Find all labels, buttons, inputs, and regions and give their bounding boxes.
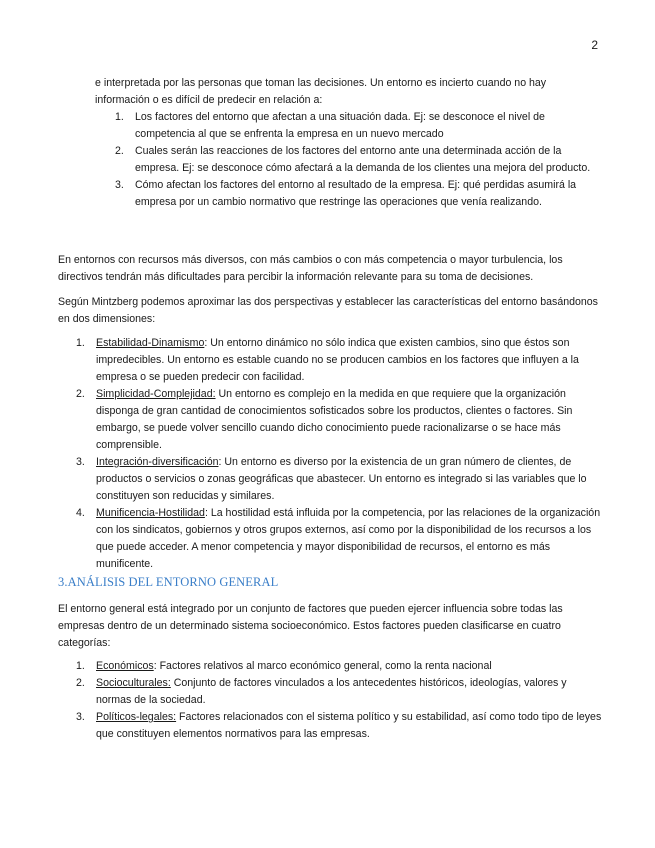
item-text: : Un entorno dinámico no sólo indica que existen cambios, sino que éstos son impredecibles. Un entorno es estable cuando no se producen cambios en los factores que influyen a la empresa o se pueden predecir con facilidad.	[96, 337, 579, 383]
item-number: 4.	[76, 507, 85, 519]
item-number: 1.	[76, 337, 85, 349]
item-term: Simplicidad-Complejidad:	[96, 388, 216, 400]
intro-paragraph: e interpretada por las personas que toman las decisiones. Un entorno es incierto cuando no hay información o es difícil de predecir en relación a:	[95, 77, 547, 106]
item-number: 2.	[76, 677, 85, 689]
list-item	[76, 675, 603, 709]
item-term: Munificencia-Hostilidad	[96, 507, 205, 519]
general-factors-list	[76, 658, 603, 743]
item-text: Factores relacionados con el sistema político y su estabilidad, así como todo tipo de leyes que constituyen elementos normativos para las empresas.	[96, 711, 602, 740]
item-number: 1.	[76, 660, 85, 672]
list-item	[76, 505, 603, 573]
dimensions-list	[76, 335, 603, 573]
item-term: Estabilidad-Dinamismo	[96, 337, 205, 349]
item-number: 3.	[115, 179, 124, 191]
section-heading: 3.ANÁLISIS DEL ENTORNO GENERAL	[58, 575, 279, 589]
item-term: Socioculturales:	[96, 677, 171, 689]
page-number: 2	[591, 38, 598, 52]
list-item	[76, 658, 603, 675]
item-text: Cuales serán las reacciones de los factores del entorno ante una determinada acción de la empresa. Ej: se desconoce cómo afectará a la demanda de los clientes una mejora del producto.	[135, 145, 591, 174]
diverse-environments-paragraph: En entornos con recursos más diversos, con más cambios o con más competencia o mayor turbulencia, los directivos tendrán más dificultades para percibir la información relevante para su toma de decisiones.	[58, 254, 563, 283]
mintzberg-paragraph: Según Mintzberg podemos aproximar las dos perspectivas y establecer las características del entorno basándonos en dos dimensiones:	[58, 296, 598, 325]
item-text: : Factores relativos al marco económico general, como la renta nacional	[153, 660, 492, 672]
list-item	[76, 335, 603, 386]
list-item	[76, 709, 603, 743]
item-text: : Un entorno es diverso por la existencia de un gran número de clientes, de productos o servicios o zonas geográficas que abastecer. Un entorno es integrado si las variables que lo constituyen son reducidas y similares.	[96, 456, 587, 502]
list-item	[76, 454, 603, 505]
list-item	[76, 386, 603, 454]
list-item	[115, 143, 603, 177]
general-environment-paragraph: El entorno general está integrado por un conjunto de factores que pueden ejercer influencia sobre todas las empresas dentro de un determinado sistema socioeconómico. Estos factores pueden clasificarse en cuatro categorías:	[58, 603, 563, 649]
item-term: Integración-diversificación	[96, 456, 219, 468]
item-number: 1.	[115, 111, 124, 123]
item-text: Un entorno es complejo en la medida en que requiere que la organización disponga de gran cantidad de conocimientos sofisticados sobre los productos, clientes o factores. Sin embargo, se puede volver sencillo cuando dicho conocimiento puede racionalizarse o se hace más comprensible.	[96, 388, 573, 451]
item-number: 2.	[115, 145, 124, 157]
list-item	[115, 177, 603, 211]
item-number: 3.	[76, 456, 85, 468]
list-item	[115, 109, 603, 143]
item-number: 2.	[76, 388, 85, 400]
item-text: Conjunto de factores vinculados a los antecedentes históricos, ideologías, valores y normas de la sociedad.	[96, 677, 567, 706]
uncertainty-list	[115, 109, 603, 211]
item-term: Políticos-legales:	[96, 711, 177, 723]
item-number: 3.	[76, 711, 85, 723]
item-text: Cómo afectan los factores del entorno al resultado de la empresa. Ej: qué perdidas asumirá la empresa por un cambio normativo que restringe las operaciones que venía realizando.	[135, 179, 577, 208]
item-term: Económicos	[96, 660, 154, 672]
item-text: : La hostilidad está influida por la competencia, por las relaciones de la organización con los sindicatos, gobiernos y otros grupos externos, así como por la disponibilidad de los recursos a los que puede acceder. A menor competencia y mayor disponibilidad de recursos, el entorno es más munificente.	[96, 507, 601, 570]
item-text: Los factores del entorno que afectan a una situación dada. Ej: se desconoce el nivel de competencia al que se enfrenta la empresa en un nuevo mercado	[135, 111, 545, 140]
